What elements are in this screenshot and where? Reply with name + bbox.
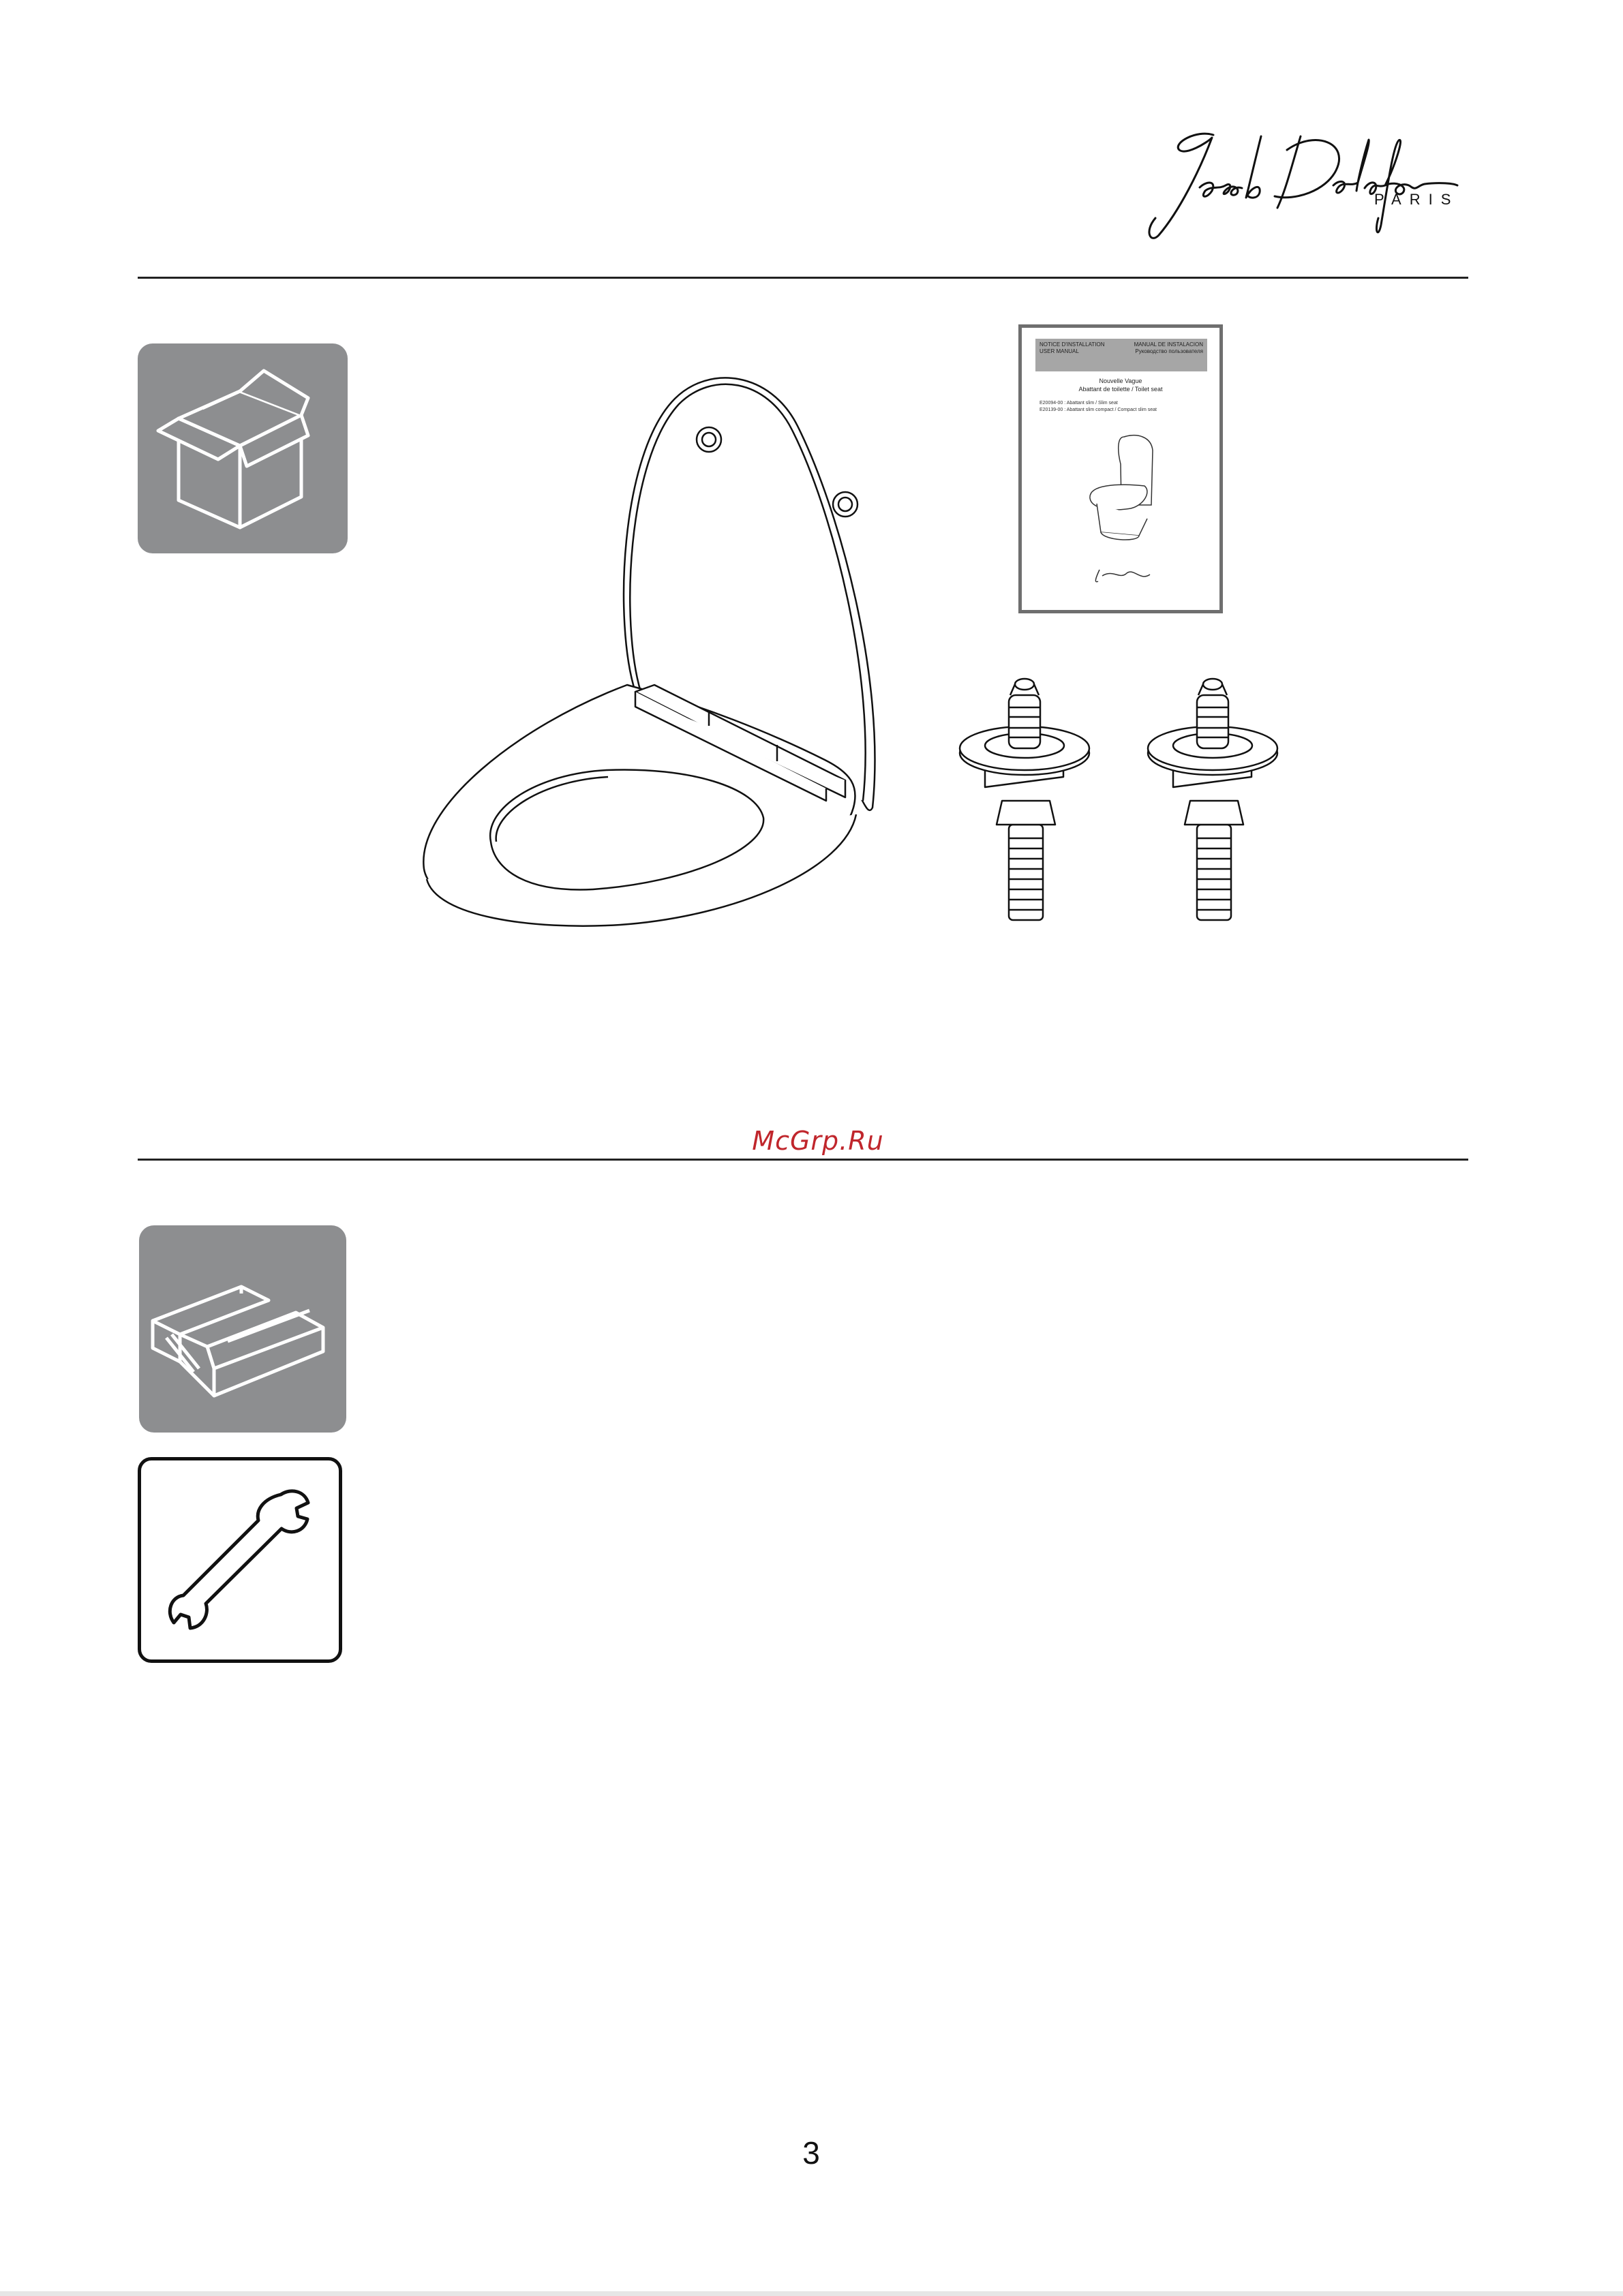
hinge-bolt-drawing <box>954 675 1097 934</box>
manual-title-1: Nouvelle Vague <box>1099 378 1142 384</box>
header-rule <box>138 277 1468 279</box>
toilet-seat-illustration <box>416 371 907 930</box>
hinge-bolt-drawing <box>1142 675 1286 934</box>
watermark[interactable]: McGrp.Ru <box>752 1126 884 1156</box>
brand-logo <box>1132 123 1459 245</box>
manual-toilet-image <box>1076 423 1172 546</box>
wrench-icon-tile <box>138 1457 342 1663</box>
toolbox-icon <box>139 1225 346 1433</box>
manual-header <box>1035 339 1207 371</box>
user-manual-thumbnail <box>1018 324 1223 613</box>
jacob-delafon-signature <box>1132 123 1459 245</box>
page-number: 3 <box>802 2135 820 2171</box>
hinge-fixing-right <box>1142 675 1286 934</box>
manual-header-right-1: MANUAL DE INSTALACION <box>1134 341 1203 348</box>
brand-city: PARIS <box>1374 191 1459 208</box>
bottom-band <box>0 2291 1623 2296</box>
section-rule <box>138 1159 1468 1161</box>
manual-title-2: Abattant de toilette / Toilet seat <box>1078 386 1163 393</box>
hinge-fixing-left <box>954 675 1097 934</box>
wrench-icon <box>141 1460 339 1659</box>
manual-header-left-2: USER MANUAL <box>1040 348 1079 354</box>
manual-ref-2: E20139-00 : Abattant slim compact / Compact slim seat <box>1040 408 1157 412</box>
box-icon <box>138 343 348 553</box>
manual-ref-1: E20094-00 : Abattant slim / Slim seat <box>1040 401 1118 405</box>
manual-logo <box>1093 566 1154 587</box>
manual-refs <box>1040 400 1157 414</box>
toolbox-icon-tile <box>139 1225 346 1433</box>
manual-header-right-2: Руководство пользователя <box>1135 348 1203 354</box>
toilet-seat-drawing <box>416 371 907 930</box>
contents-icon-tile <box>138 343 348 553</box>
manual-header-left-1: NOTICE D'INSTALLATION <box>1040 341 1105 348</box>
